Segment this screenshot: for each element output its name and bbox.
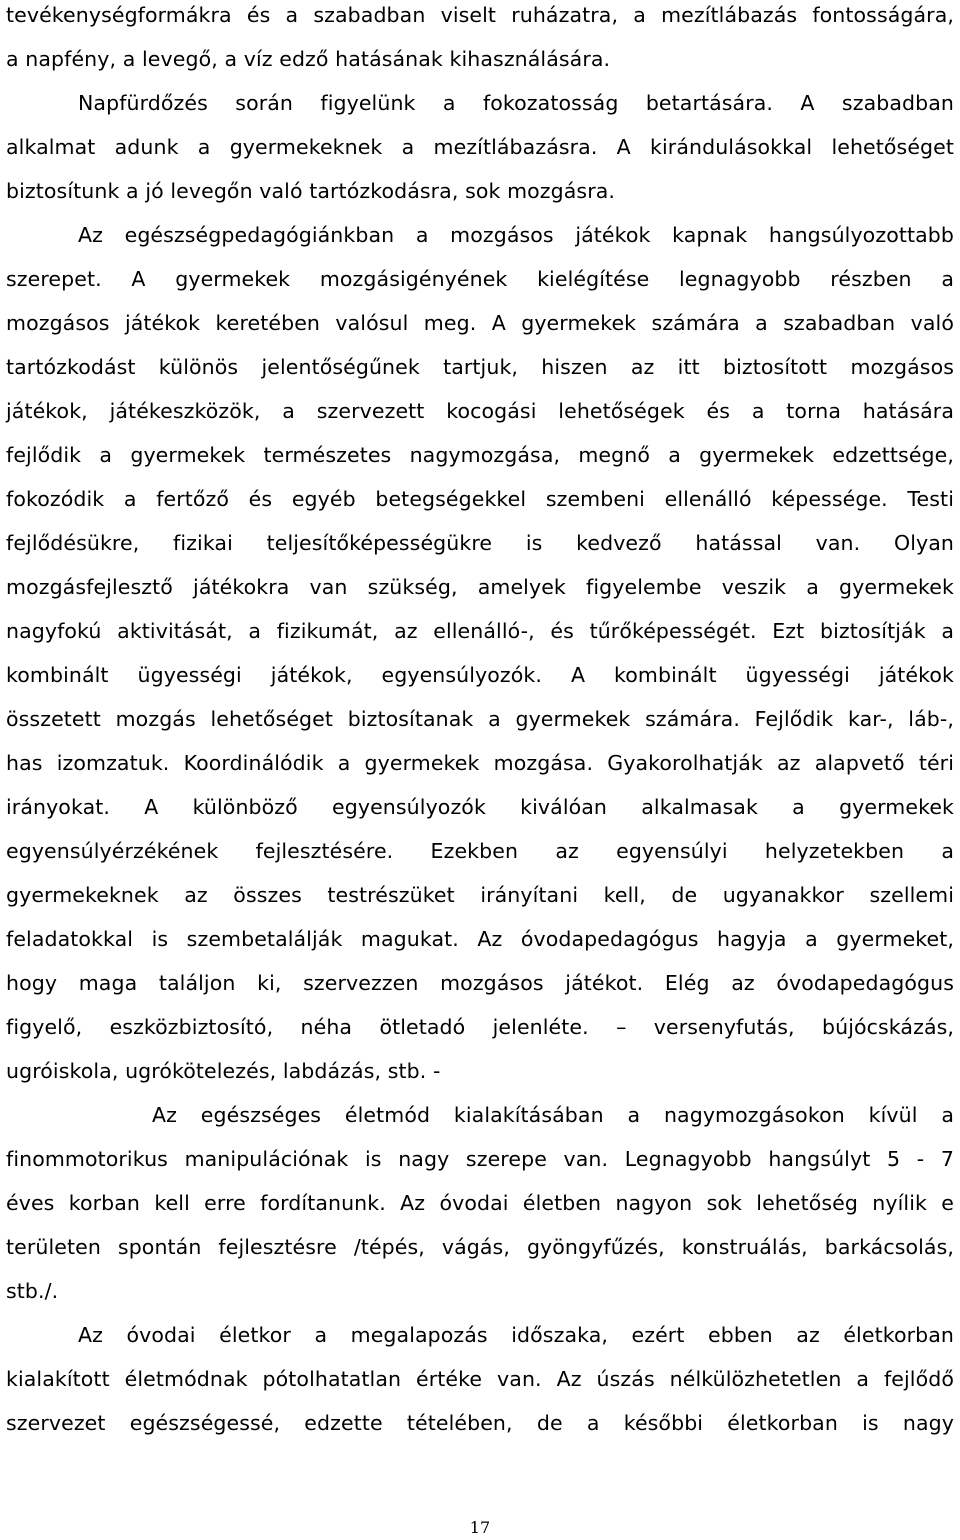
text-line: irányokat. A különböző egyensúlyozók kiválóan alkalmasak a gyermekek — [6, 795, 954, 819]
text-line: fokozódik a fertőző és egyéb betegségekkel szembeni ellenálló képessége. Testi — [6, 487, 954, 511]
text-line: kombinált ügyességi játékok, egyensúlyozók. A kombinált ügyességi játékok — [6, 663, 954, 687]
text-line: stb./. — [6, 1279, 59, 1303]
text-line: Az egészségpedagógiánkban a mozgásos játékok kapnak hangsúlyozottabb — [78, 223, 954, 247]
text-line: Napfürdőzés során figyelünk a fokozatosság betartására. A szabadban — [78, 91, 954, 115]
page-number: 17 — [469, 1518, 491, 1537]
text-line: fejlődik a gyermekek természetes nagymozgása, megnő a gyermekek edzettsége, — [6, 443, 954, 467]
text-line: alkalmat adunk a gyermekeknek a mezítlábazásra. A kirándulásokkal lehetőséget — [6, 135, 954, 159]
text-line: kialakított életmódnak pótolhatatlan értéke van. Az úszás nélkülözhetetlen a fejlődő — [6, 1367, 954, 1391]
text-line: has izomzatuk. Koordinálódik a gyermekek mozgása. Gyakorolhatják az alapvető téri — [6, 751, 954, 775]
text-line: hogy maga találjon ki, szervezzen mozgásos játékot. Elég az óvodapedagógus — [6, 971, 954, 995]
text-line: a napfény, a levegő, a víz edző hatásának kihasználására. — [6, 47, 611, 71]
text-line: tartózkodást különös jelentőségűnek tartjuk, hiszen az itt biztosított mozgásos — [6, 355, 954, 379]
text-line: Az egészséges életmód kialakításában a nagymozgásokon kívül a — [152, 1103, 954, 1127]
text-line: tevékenységformákra és a szabadban viselt ruházatra, a mezítlábazás fontosságára, — [6, 3, 954, 27]
text-line: biztosítunk a jó levegőn való tartózkodásra, sok mozgásra. — [6, 179, 616, 203]
text-line: területen spontán fejlesztésre /tépés, vágás, gyöngyfűzés, konstruálás, barkácsolás, — [6, 1235, 954, 1259]
text-line: szerepet. A gyermekek mozgásigényének kielégítése legnagyobb részben a — [6, 267, 954, 291]
text-line: játékok, játékeszközök, a szervezett kocogási lehetőségek és a torna hatására — [6, 399, 954, 423]
text-line: Az óvodai életkor a megalapozás időszaka, ezért ebben az életkorban — [78, 1323, 954, 1347]
text-line: finommotorikus manipulációnak is nagy szerepe van. Legnagyobb hangsúlyt 5 - 7 — [6, 1147, 954, 1171]
text-line: gyermekeknek az összes testrészüket irányítani kell, de ugyanakkor szellemi — [6, 883, 954, 907]
text-line: éves korban kell erre fordítanunk. Az óvodai életben nagyon sok lehetőség nyílik e — [6, 1191, 954, 1215]
text-line: ugróiskola, ugrókötelezés, labdázás, stb. - — [6, 1059, 441, 1083]
text-line: mozgásfejlesztő játékokra van szükség, amelyek figyelembe veszik a gyermekek — [6, 575, 954, 599]
text-line: szervezet egészségessé, edzette tételében, de a későbbi életkorban is nagy — [6, 1411, 954, 1435]
text-line: figyelő, eszközbiztosító, néha ötletadó jelenléte. – versenyfutás, bújócskázás, — [6, 1015, 954, 1039]
text-line: mozgásos játékok keretében valósul meg. A gyermekek számára a szabadban való — [6, 311, 954, 335]
text-line: feladatokkal is szembetalálják magukat. Az óvodapedagógus hagyja a gyermeket, — [6, 927, 954, 951]
text-line: fejlődésükre, fizikai teljesítőképességükre is kedvező hatással van. Olyan — [6, 531, 954, 555]
text-line: összetett mozgás lehetőséget biztosítanak a gyermekek számára. Fejlődik kar-, láb-, — [6, 707, 954, 731]
text-line: egyensúlyérzékének fejlesztésére. Ezekben az egyensúlyi helyzetekben a — [6, 839, 954, 863]
text-line: nagyfokú aktivitását, a fizikumát, az ellenálló-, és tűrőképességét. Ezt biztosítják a — [6, 619, 954, 643]
